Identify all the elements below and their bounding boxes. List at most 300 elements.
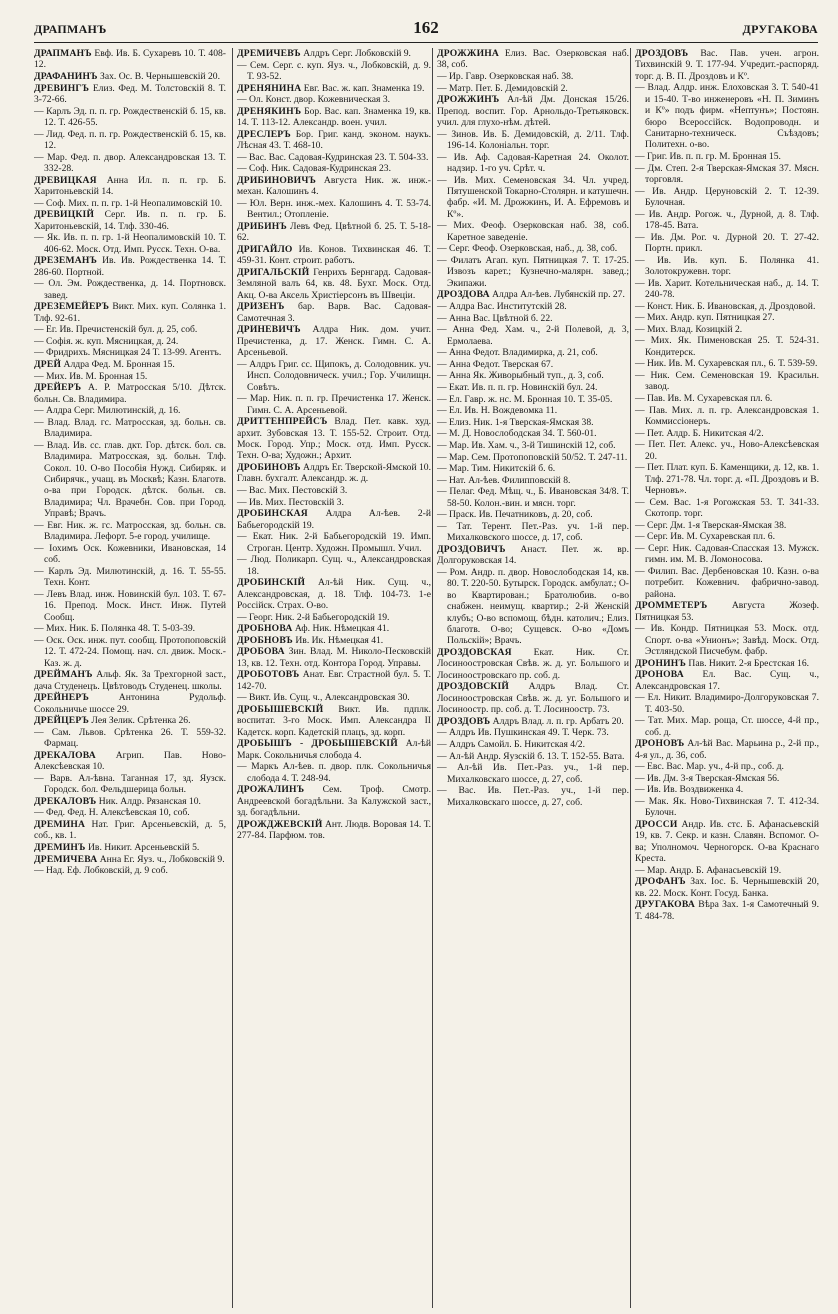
entry-text: — Елиз. Ник. 1-я Тверская-Ямская 38. — [437, 416, 594, 428]
entry-text: Зах. Ос. В. Чернышевскій 20. — [97, 71, 220, 82]
directory-entry — [237, 48, 431, 59]
entry-text: — Ив. Дм. 3-я Тверская-Ямская 56. — [635, 772, 780, 784]
entry-surname: ДРОЗДОВЪ — [635, 48, 689, 59]
entry-text: А. Р. Матросская 5/10. Дѣтск. больн. Св. Владимира. — [34, 382, 226, 405]
entry-text: Вѣра Зах. 1-я Самотечный 9. Т. 484-78. — [635, 899, 819, 922]
entry-text: — Ив. Кондр. Пятницкая 53. Моск. отд. Спорт. о-ва «Унионъ»; Завѣд. Моск. Отд. Эстляндской Писчебум. фабр. — [635, 623, 819, 657]
entry-text: Ив. Ив. Рождественка 14. Т. 286-60. Портной. — [34, 255, 226, 278]
directory-entry — [34, 324, 226, 335]
entry-text: — Евг. Ник. ж. гс. Матросская, зд. больн. св. Владимира. Лефорт. 5-е город. училище. — [34, 519, 226, 543]
entry-text: — Карлъ Эд. Милютинскій, д. 16. Т. 55-55. Техн. Конт. — [34, 565, 226, 589]
entry-text: — Конст. Ник. Б. Ивановская, д. Дроздовой. — [635, 300, 816, 312]
directory-entry — [437, 762, 629, 785]
entry-surname: ДРЕЗЕМЕЙЕРЪ — [34, 301, 110, 313]
directory-entry — [237, 508, 431, 531]
directory-entry — [437, 727, 629, 738]
directory-entry — [635, 761, 819, 772]
directory-entry — [237, 635, 431, 646]
directory-entry — [635, 428, 819, 439]
entry-text: Вас. Пав. учен. агрон. Тихвинскій 9. Т. 177-94. Учредит.-распоряд. торг. д. В. П. Дроздовъ и Кº. — [635, 48, 819, 82]
directory-entry — [635, 600, 819, 623]
directory-entry — [237, 94, 431, 105]
entry-surname: ДРЕМИЧЕВА — [34, 853, 98, 865]
entry-text: Зин. Влад. М. Николо-Песковскій 13, кв. 12. Техн. отд. Контора Город. Управы. — [237, 646, 431, 669]
directory-entry — [34, 106, 226, 129]
entry-text: — Іохимъ Оск. Кожевники, Ивановская, 14 соб. — [34, 542, 226, 566]
running-head-right: ДРУГАКОВА — [742, 22, 818, 36]
directory-entry — [237, 83, 431, 94]
entry-surname: ДРИБИНОВИЧЪ — [237, 174, 317, 186]
entry-text: — Георг. Ник. 2-й Бабьегородскій 19. — [237, 611, 390, 623]
entry-text: — Анна Фед. Хам. ч., 2-й Полевой, д. 3, Ермолаева. — [437, 324, 629, 347]
entry-text: — Серг. Феоф. Озерковская, наб., д. 38, соб. — [437, 243, 618, 255]
directory-entry — [437, 567, 629, 647]
directory-entry — [437, 359, 629, 370]
entry-surname: ДРЕМИНЪ — [34, 841, 86, 853]
entry-text: Пав. Никит. 2-я Брестская 16. — [686, 657, 810, 669]
entry-surname: ДРЕМИЧЕВЪ — [237, 48, 301, 59]
directory-entry — [437, 255, 629, 289]
directory-entry — [437, 739, 629, 750]
directory-entry — [437, 417, 629, 428]
entry-text: — Ел. Ив. Н. Вождевомка 11. — [437, 405, 558, 417]
column-1 — [34, 48, 230, 1308]
directory-entry — [34, 589, 226, 623]
directory-entry — [237, 129, 431, 152]
directory-entry — [437, 301, 629, 312]
page-number: 162 — [413, 18, 439, 37]
directory-entry — [437, 463, 629, 474]
entry-text: Ал-ѣй Марк. Сокольничья слобода 4. — [237, 738, 431, 761]
entry-surname: ДРОБНОВЪ — [237, 634, 293, 646]
entry-text: — Ром. Андр. п. двор. Новослободская 14, кв. 80. Т. 220-50. Бутырск. Городск. амбулат.; О-во Квартирован.; Братолюбив. о-во снабжен. неимущ. квартир.; 2-й Женскій клубъ; О-во вспомощ. бѣдн. католич.; Елиз. благотв. О-во; Сущевск. О-во «Домъ Польскій»; Врачъ. — [437, 566, 629, 647]
entry-text: — Анна Федот. Владимирка, д. 21, соб. — [437, 347, 598, 359]
entry-text: — Влад. Влад. гс. Матросская, зд. больн. св. Владимира. — [34, 416, 226, 440]
directory-entry — [635, 876, 819, 899]
entry-text: — Соф. Мих. п. п. гр. 1-й Неопалимовскій 10. — [34, 197, 223, 209]
entry-text: — Левъ Влад. инж. Новинскій бул. 103. Т. 67-16. Препод. Моск. Инст. Инж. Путей Сообщ. — [34, 588, 226, 623]
directory-entry — [635, 784, 819, 795]
entry-text: Ив. Ик. Нѣмецкая 41. — [292, 634, 384, 646]
entry-text: — Серг. Дм. 1-я Тверская-Ямская 38. — [635, 519, 787, 531]
entry-surname: ДРЕНЯКИНЪ — [237, 105, 302, 117]
entry-text: Алдра Фед. М. Бронная 15. — [61, 358, 175, 370]
entry-text: Викт. Ив. пдплк. воспитат. 3-го Моск. Имп. Александра II Кадетск. корп. Кадетскій плацъ, зд. корп. — [237, 703, 431, 738]
directory-entry — [34, 405, 226, 416]
directory-entry — [237, 497, 431, 508]
entry-text: Августа Жозеф. Пятницкая 53. — [635, 600, 819, 623]
directory-entry — [635, 520, 819, 531]
directory-entry — [34, 727, 226, 750]
entry-surname: ДРОЖАЛИНЪ — [237, 784, 305, 796]
entry-text: — Вас. Ив. Пет.-Раз. уч., 1-й пер. Михалковскаго шоссе, д. 27, соб. — [437, 785, 629, 808]
directory-entry — [635, 738, 819, 761]
directory-entry — [437, 175, 629, 221]
directory-entry — [34, 175, 226, 198]
directory-entry — [237, 359, 431, 393]
header-rule — [34, 42, 818, 43]
entry-text: — Маркъ Ал-ѣев. п. двор. плк. Сокольничья слобода 4. Т. 248-94. — [237, 761, 431, 784]
directory-entry — [34, 48, 226, 71]
entry-text: — Ег. Ив. Пречистенскій бул. д. 25, соб. — [34, 324, 198, 336]
directory-entry — [34, 635, 226, 669]
directory-entry — [237, 761, 431, 784]
directory-entry — [34, 819, 226, 842]
entry-text: — Ив. Мих. Семеновская 34. Чл. учред. Пятушенской Токарно-Столярн. и катушечн. фабр. «И. М. Дрожжинъ, И. А. Ефремовъ и Кº». — [437, 174, 629, 220]
entry-surname: ДРОБОВА — [237, 646, 285, 658]
entry-text: Нат. Григ. Арсеньевскій, д. 5, соб., кв. 1. — [34, 818, 226, 842]
directory-entry — [34, 382, 226, 405]
directory-entry — [437, 152, 629, 175]
entry-text: — Ив. Дм. Рог. ч. Дурной 20. Т. 27-42. Портн. прикл. — [635, 231, 819, 255]
entry-text: — Дм. Степ. 2-я Тверская-Ямская 37. Мясн. торговля. — [635, 162, 819, 186]
directory-entry — [437, 370, 629, 381]
directory-entry — [237, 244, 431, 267]
entry-text: — Мар. Ив. Хам. ч., 3-й Тишинскій 12, соб. — [437, 439, 616, 451]
directory-entry — [34, 301, 226, 324]
directory-entry — [237, 819, 431, 842]
directory-entry — [237, 531, 431, 554]
entry-text: — Анна Як. Живорыбный туп., д. 3, соб. — [437, 370, 604, 382]
entry-text: — Ел. Никит. Владимиро-Долгоруковская 7. Т. 403-50. — [635, 692, 819, 715]
entry-text: Елиз. Фед. М. Толстовскій 8. Т. 3-72-66. — [34, 82, 226, 105]
entry-text: — Сам. Львов. Срѣтенка 26. Т. 559-32. Фармац. — [34, 726, 226, 750]
entry-text: — Мар. Тим. Никитскій б. 6. — [437, 463, 556, 475]
directory-entry — [437, 71, 629, 82]
directory-entry — [437, 716, 629, 727]
directory-entry — [237, 738, 431, 761]
directory-entry — [635, 543, 819, 566]
entry-text: Анна Ег. Яуз. ч., Лобковскій 9. — [97, 853, 225, 865]
entry-text: Алдра Ник. дом. учит. Пречистенка, д. 17. Женск. Гимн. С. А. Арсеньевой. — [237, 324, 431, 359]
directory-entry — [34, 842, 226, 853]
entry-text: — Анна Вас. Цвѣтной б. 22. — [437, 312, 553, 324]
entry-text: — Вас. Вас. Садовая-Кудринская 23. Т. 504-33. — [237, 151, 429, 163]
entry-text: — Алдръ Григ. сс. Щипокъ, д. Солодовник. уч. Инсп. Солодовническ. учил.; Гор. Училищн. Совѣтъ. — [237, 358, 431, 393]
entry-text: — Филатъ Агап. куп. Пятницкая 7. Т. 17-25. Извозъ карет.; Кузнечно-малярн. завед.; Экипажи. — [437, 255, 629, 289]
directory-entry — [635, 566, 819, 600]
entry-text: Сем. Троф. Смотр. Андреевской богадѣльни. За Калужской заст., зд. богадѣльни. — [237, 784, 431, 819]
entry-text: — Пелаг. Фед. Мѣщ. ч., Б. Ивановская 34/8. Т. 58-50. Колон.-вин. и мясн. торг. — [437, 486, 629, 509]
entry-surname: ДРЕЙЦЕРЪ — [34, 715, 89, 727]
directory-entry — [237, 669, 431, 692]
directory-entry — [34, 232, 226, 255]
directory-entry — [34, 669, 226, 692]
directory-entry — [237, 692, 431, 703]
entry-text: — Оск. Оск. инж. пут. сообщ. Протопоповскій 12. Т. 472-24. Помощ. нач. сл. движ. Моск.-Каз. ж. д. — [34, 634, 226, 669]
entry-surname: ДРОФАНЪ — [635, 876, 686, 888]
entry-text: — Екат. Ник. 2-й Бабьегородскій 19. Имп. Строган. Центр. Художн. Промышл. Учил. — [237, 531, 431, 554]
entry-surname: ДРЕЙНЕРЪ — [34, 692, 89, 704]
entry-text: — Фед. Фед. Н. Алексѣевская 10, соб. — [34, 807, 190, 819]
directory-entry — [437, 405, 629, 416]
entry-text: — Тат. Мих. Мар. роща, Ст. шоссе, 4-й пр., соб. д. — [635, 715, 819, 738]
directory-entry — [437, 83, 629, 94]
entry-text: — Алдра Серг. Милютинскій, д. 16. — [34, 405, 181, 417]
entry-text: — Софія. ж. куп. Мясницкая, д. 24. — [34, 335, 179, 347]
directory-entry — [635, 796, 819, 819]
directory-entry — [437, 681, 629, 715]
entry-surname: ДРОЗДОВСКІЙ — [437, 681, 510, 693]
directory-entry — [635, 312, 819, 323]
entry-text: Серг. Ив. п. п. гр. Б. Харитоньевскій, 14. Тлф. 330-46. — [34, 209, 226, 232]
entry-text: — Ал-ѣй Ив. Пет.-Раз. уч., 1-й пер. Михалковскаго шоссе, д. 27, соб. — [437, 762, 629, 785]
entry-text: — Пет. Плат. куп. Б. Каменщики, д. 12, кв. 1. Тлф. 271-78. Чл. торг. д. «П. Дроздовъ и В. Черновъ». — [635, 462, 819, 496]
entry-surname: ДРИНЕВИЧЪ — [237, 324, 301, 336]
entry-text: — Ив. Ив. куп. Б. Полянка 41. Золотокружевн. торг. — [635, 254, 819, 278]
entry-text: — Екат. Ив. п. п. гр. Новинскій бул. 24. — [437, 381, 598, 393]
entry-text: Елиз. Вас. Озерковская наб. 38, соб. — [437, 48, 629, 71]
entry-surname: ДРОБЫШЕВСКІЙ — [237, 703, 324, 715]
directory-entry — [437, 347, 629, 358]
entry-text: — Лид. Фед. п. п. гр. Рождественскій б. 15, кв. 12. — [34, 128, 226, 151]
directory-entry — [237, 554, 431, 577]
entry-surname: ДРОММЕТЕРЪ — [635, 600, 708, 612]
entry-text: — Карлъ Эд. п. п. гр. Рождественскій б. 15, кв. 12. Т. 426-55. — [34, 105, 226, 128]
directory-entry — [437, 129, 629, 152]
directory-entry — [34, 209, 226, 232]
entry-surname: ДРОНОВА — [635, 669, 684, 681]
entry-surname: ДРЕНЯНИНА — [237, 82, 302, 94]
directory-entry — [237, 163, 431, 174]
entry-text: Бор. Григ. канд. эконом. наукъ. Лѣсная 43. Т. 468-10. — [237, 128, 431, 152]
entry-text: Анат. Евг. Страстной бул. 5. Т. 142-70. — [237, 669, 431, 692]
directory-entry — [635, 301, 819, 312]
directory-entry — [34, 152, 226, 175]
directory-entry — [237, 577, 431, 611]
entry-text: Ал-ѣй Ник. Сущ. ч., Александровская, д. 18. Тлф. 104-73. 1-е Россійск. Страх. О-во. — [237, 577, 431, 611]
entry-text: — Григ. Ив. п. п. гр. М. Бронная 15. — [635, 151, 781, 163]
entry-text: — Ир. Гавр. Озерковская наб. 38. — [437, 71, 574, 82]
directory-entry — [635, 209, 819, 232]
entry-surname: ДРОБИНСКІЙ — [237, 577, 306, 589]
directory-entry — [34, 255, 226, 278]
directory-entry — [635, 899, 819, 922]
directory-entry — [34, 773, 226, 796]
directory-entry — [635, 255, 819, 278]
entry-text: — Мих. Ник. Б. Полянка 48. Т. 5-03-39. — [34, 623, 196, 635]
entry-surname: ДРОССИ — [635, 818, 678, 830]
directory-entry — [34, 750, 226, 773]
entry-text: — Алдръ Самойл. Б. Никитская 4/2. — [437, 738, 585, 750]
directory-entry — [635, 715, 819, 738]
entry-text: — Ив. Ив. Воздвиженка 4. — [635, 784, 744, 796]
directory-entry — [635, 819, 819, 865]
directory-entry — [437, 751, 629, 762]
entry-text: — Мар. Ник. п. п. гр. Пречистенка 17. Женск. Гимн. С. А. Арсеньевой. — [237, 393, 431, 416]
entry-surname: ДРЕМИНА — [34, 818, 86, 830]
entry-text: — Пав. Ив. М. Сухаревская пл. 6. — [635, 393, 773, 404]
directory-entry — [34, 347, 226, 358]
entry-surname: ДРЕЗЕМАНЪ — [34, 255, 98, 267]
directory-entry — [635, 462, 819, 496]
entry-text: — Ник. Ив. М. Сухаревская пл., 6. Т. 539-59. — [635, 358, 818, 370]
directory-entry — [237, 784, 431, 818]
entry-text: — Евс. Вас. Мар. уч., 4-й пр., соб. д. — [635, 761, 784, 773]
entry-surname: ДРОЗДОВСКАЯ — [437, 646, 512, 658]
directory-entry — [237, 175, 431, 198]
entry-text: Андр. Ив. стс. Б. Афанасьевскій 19, кв. 7. Секр. и казн. Славян. Вспомог. О-ва; Уполномоч. Черногорск. О-ва Краснаго Креста. — [635, 818, 819, 865]
column-2 — [232, 48, 435, 1308]
entry-text: Влад. Пет. кавк. худ. архит. Зубовская 13. Т. 155-52. Строит. Отд. Моск. Город. Упр.; Моск. отд. Имп. Русск. Техн. О-ва; Художн.; Архит. — [237, 416, 431, 462]
entry-text: Алдръ Влад. Ст. Лосиноостровская Свѣв. ж. д. уг. Большого и Лосиноостр. пр. соб. д. Т. Лосиноостр. 73. — [437, 681, 629, 716]
entry-text: — Влад. Ив. сс. глав. дкт. Гор. дѣтск. бол. св. Владимира. Матросская, зд. больн. Тлф. Сокол. 10. О-во Пособія Нужд. Сибиряк. и Сибирячк., учащ. въ Москвѣ; Казн. Благотв. о-ва при Городск. дѣтск. больн. св. Владимира; Чл. Врачебн. Сов. при Город. Управѣ; Врачъ. — [34, 439, 226, 520]
directory-entry — [437, 394, 629, 405]
directory-entry — [34, 198, 226, 209]
directory-entry — [437, 440, 629, 451]
entry-text: — Алдръ Ив. Пушкинская 49. Т. Черк. 73. — [437, 727, 609, 739]
entry-text: — Сем. Серг. с. куп. Яуз. ч., Лобковскій, д. 9. Т. 93-52. — [237, 59, 431, 82]
entry-surname: ДРОЖЖИНА — [437, 48, 500, 59]
directory-entry — [437, 48, 629, 71]
directory-entry — [437, 452, 629, 463]
directory-entry — [635, 773, 819, 784]
directory-entry — [437, 544, 629, 567]
directory-entry — [34, 865, 226, 876]
entry-text: — Мих. Андр. куп. Пятницкая 27. — [635, 312, 775, 324]
entry-text: Ив. Конов. Тихвинская 46. Т. 459-31. Конт. строит. работъ. — [237, 243, 431, 267]
directory-entry — [437, 289, 629, 300]
entry-surname: ДРЕКАЛОВЪ — [34, 795, 97, 807]
entry-text: — Ив. Харит. Котельническая наб., д. 14. Т. 240-78. — [635, 277, 819, 301]
directory-entry — [237, 301, 431, 324]
entry-text: — Мих. Ив. М. Бронная 15. — [34, 370, 148, 382]
entry-surname: ДРЕВИНГЪ — [34, 82, 90, 94]
directory-entry — [635, 335, 819, 358]
entry-text: Евг. Вас. ж. кап. Знаменка 19. — [301, 82, 425, 94]
page-header — [34, 18, 818, 38]
directory-entry — [237, 416, 431, 462]
directory-entry — [237, 612, 431, 623]
directory-columns — [34, 48, 818, 1308]
directory-entry — [635, 370, 819, 393]
entry-text: Агрип. Пав. Ново-Алексѣевская 10. — [34, 749, 226, 773]
directory-entry — [437, 486, 629, 509]
directory-entry — [437, 647, 629, 681]
entry-text: — Мар. Андр. Б. Афанасьевскій 19. — [635, 864, 782, 876]
directory-entry — [635, 186, 819, 209]
entry-text: Лея Зелик. Срѣтенка 26. — [88, 715, 191, 727]
directory-entry — [34, 278, 226, 301]
entry-text: Генрихъ Бернгард. Садовая-Земляной валъ 64, кв. 48. Бухг. Моск. Отд. Акц. О-ва Аксель Христіерсонъ въ Швеціи. — [237, 266, 431, 301]
entry-text: — Ив. Андр. Церуновскій 2. Т. 12-39. Булочная. — [635, 185, 819, 209]
directory-entry — [635, 48, 819, 82]
entry-surname: ДРИГАЛЬСКІЙ — [237, 266, 310, 278]
entry-surname: ДРОБЫШЪ - ДРОБЫШЕВСКІЙ — [237, 738, 398, 750]
entry-text: — Пав. Мих. л. п. гр. Александровская 1. Коммиссіонеръ. — [635, 404, 819, 427]
directory-entry — [237, 198, 431, 221]
entry-surname: ДРЕЙМАНЪ — [34, 669, 93, 681]
entry-text: бар. Варв. Вас. Садовая-Самотечная 3. — [237, 301, 431, 324]
entry-text: — Нат. Ал-ѣев. Филипповскій 8. — [437, 474, 571, 486]
directory-entry — [34, 623, 226, 634]
entry-text: — Мих. Влад. Козицкій 2. — [635, 323, 743, 335]
entry-text: Ант. Людв. Воровая 14. Т. 277-84. Парфюм. тов. — [237, 818, 431, 842]
directory-entry — [635, 82, 819, 150]
entry-text: Алдра Ал-ѣев. Лубянскій пр. 27. — [489, 289, 625, 301]
directory-entry — [237, 60, 431, 83]
entry-text: — Матр. Пет. Б. Демидовскій 2. — [437, 82, 568, 94]
directory-entry — [237, 485, 431, 496]
directory-entry — [635, 278, 819, 301]
entry-text: Ел. Вас. Сущ. ч., Александровская 17. — [635, 669, 819, 692]
directory-entry — [437, 94, 629, 128]
directory-entry — [635, 393, 819, 404]
entry-text: — Як. Ив. п. п. гр. 1-й Неопалимовскій 10. Т. 406-62. Моск. Отд. Имп. Русск. Техн. О-ва. — [34, 232, 226, 255]
entry-surname: ДРЕВИЦКІЙ — [34, 209, 95, 221]
entry-text: Ник. Алдр. Рязанская 10. — [96, 795, 201, 807]
directory-entry — [237, 393, 431, 416]
entry-text: — Ник. Сем. Семеновская 19. Красильн. завод. — [635, 370, 819, 393]
directory-entry — [437, 313, 629, 324]
entry-text: — Варв. Ал-ѣвна. Таганная 17, зд. Яузск. Городск. бол. Фельдшерица больн. — [34, 772, 226, 796]
entry-text: Алдръ Серг. Лобковскій 9. — [300, 48, 411, 59]
entry-text: — Ив. Андр. Рогож. ч., Дурной, д. 8. Тлф. 178-45. Вата. — [635, 208, 819, 232]
entry-text: — Серг. Ив. М. Сухаревская пл. 6. — [635, 531, 775, 543]
entry-text: — Ол. Эм. Рождественка, д. 14. Портновск. завед. — [34, 278, 226, 301]
entry-text: — Викт. Ив. Сущ. ч., Александровская 30. — [237, 692, 410, 704]
directory-entry — [635, 163, 819, 186]
directory-entry — [635, 669, 819, 692]
directory-entry — [437, 382, 629, 393]
directory-entry — [34, 807, 226, 818]
directory-entry — [237, 106, 431, 129]
directory-entry — [237, 462, 431, 485]
directory-entry — [34, 566, 226, 589]
entry-text: Анаст. Пет. ж. вр. Долгоруковская 14. — [437, 543, 629, 567]
directory-entry — [34, 71, 226, 82]
entry-text: — Мих. Як. Пименовская 25. Т. 524-31. Кондитерск. — [635, 335, 819, 358]
directory-entry — [237, 152, 431, 163]
entry-text: — Сем. Вас. 1-я Рогожская 53. Т. 341-33. Скотопр. торг. — [635, 496, 819, 519]
directory-entry — [34, 692, 226, 715]
directory-entry — [437, 785, 629, 808]
directory-entry — [237, 623, 431, 634]
entry-text: — Ив. Мих. Пестовскій 3. — [237, 496, 344, 508]
directory-entry — [237, 221, 431, 244]
entry-text: Екат. Ник. Ст. Лосиноостровская Свѣв. ж. д. уг. Большого и Лосиноостровскаго пр. соб. д. — [437, 646, 629, 681]
entry-text: — Зинов. Ив. Б. Демидовскій, д. 2/11. Тлф. 196-14. Колоніальн. торг. — [437, 128, 629, 151]
entry-text: Алдра Ал-ѣев. 2-й Бабьегородскій 19. — [237, 508, 431, 531]
entry-text: — Над. Еф. Лобковскій, д. 9 соб. — [34, 865, 168, 877]
entry-surname: ДРОБИНОВЪ — [237, 462, 301, 473]
entry-text: — Ив. Аф. Садовая-Каретная 24. Околот. надзир. 1-го уч. Срѣт. ч. — [437, 151, 629, 174]
entry-surname: ДРИТТЕНПРЕЙСЪ — [237, 416, 328, 428]
directory-entry — [237, 324, 431, 358]
entry-text: — Юл. Верн. инж.-мех. Калошинъ 4. Т. 53-74. Вентил.; Отопленіе. — [237, 197, 431, 221]
entry-text: Евф. Ив. Б. Сухаревъ 10. Т. 408-12. — [34, 48, 226, 71]
entry-text: Левъ Фед. Цвѣтной б. 25. Т. 5-18-62. — [237, 220, 431, 244]
directory-entry — [635, 358, 819, 369]
directory-entry — [34, 543, 226, 566]
directory-entry — [34, 854, 226, 865]
entry-text: Бор. Вас. кап. Знаменка 19, кв. 14. Т. 113-12. Александр. воен. учил. — [237, 105, 431, 129]
entry-surname: ДРОНИНЪ — [635, 657, 686, 669]
directory-entry — [635, 531, 819, 542]
entry-text: — Тат. Терент. Пет.-Раз. уч. 1-й пер. Михалковского шоссе, д. 17, соб. — [437, 520, 629, 544]
entry-text: Альф. Як. За Трехгорной заст., дача Студенецъ. Цвѣтоводъ Студенец. школы. — [34, 669, 226, 692]
directory-entry — [437, 475, 629, 486]
entry-surname: ДРАПМАНЪ — [34, 48, 92, 59]
directory-entry — [34, 520, 226, 543]
entry-surname: ДРЕКАЛОВА — [34, 749, 96, 761]
directory-entry — [34, 359, 226, 370]
directory-entry — [34, 336, 226, 347]
entry-surname: ДРОЗДОВИЧЪ — [437, 543, 506, 555]
entry-text: Алдръ Влад. л. п. гр. Арбатъ 20. — [490, 715, 624, 727]
entry-text: — Ол. Конст. двор. Кожевническая 3. — [237, 94, 391, 106]
entry-text: Зах. Іос. Б. Чернышевскій 20, кв. 22. Моск. Конт. Госуд. Банка. — [635, 876, 819, 899]
